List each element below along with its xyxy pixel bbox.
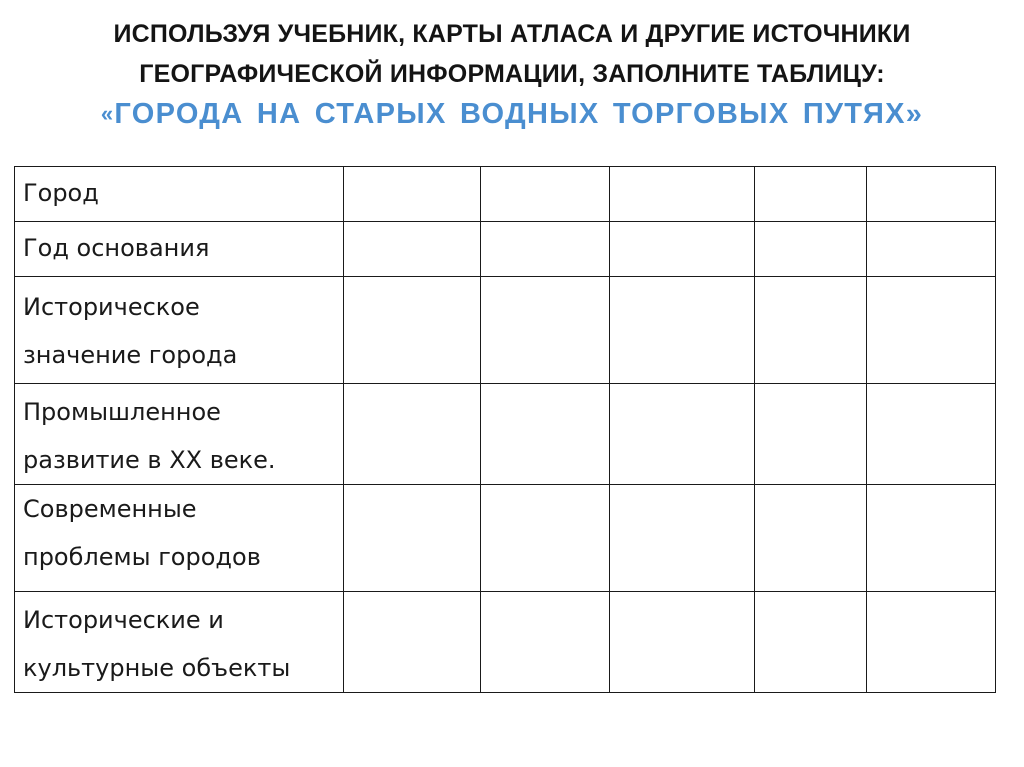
table-cell[interactable] (481, 222, 610, 277)
row-label-line: Исторические и (23, 606, 224, 634)
row-label-city (15, 167, 344, 222)
table-row-modern-problems (15, 485, 996, 592)
row-label-line: Историческое (23, 293, 200, 321)
table-cell[interactable] (344, 222, 481, 277)
table-cell[interactable] (481, 167, 610, 222)
table-cell[interactable] (610, 222, 755, 277)
table-row-cultural-sites (15, 592, 996, 693)
row-label-line: Город (23, 179, 99, 207)
instruction-line-2: ГЕОГРАФИЧЕСКОЙ ИНФОРМАЦИИ, ЗАПОЛНИТЕ ТАБЛИЦУ: (139, 60, 885, 88)
row-label-founding-year (15, 222, 344, 277)
table-cell[interactable] (610, 167, 755, 222)
table-cell[interactable] (610, 485, 755, 592)
instruction-line-1: ИСПОЛЬЗУЯ УЧЕБНИК, КАРТЫ АТЛАСА И ДРУГИЕ ИСТОЧНИКИ (113, 20, 911, 48)
table-cell[interactable] (344, 592, 481, 693)
table-cell[interactable] (481, 384, 610, 485)
table-cell[interactable] (481, 485, 610, 592)
row-label-line: Современные (23, 495, 197, 523)
table-row-founding-year (15, 222, 996, 277)
table-cell[interactable] (344, 485, 481, 592)
row-label-line: Год основания (23, 234, 210, 262)
table-cell[interactable] (867, 167, 996, 222)
table-cell[interactable] (344, 167, 481, 222)
table-cell[interactable] (867, 485, 996, 592)
table-cell[interactable] (344, 277, 481, 384)
row-label-cultural-sites (15, 592, 344, 693)
heading (0, 14, 1024, 134)
table-title-text: ГОРОДА НА СТАРЫХ ВОДНЫХ ТОРГОВЫХ ПУТЯХ» (114, 98, 924, 130)
table-cell[interactable] (867, 384, 996, 485)
row-label-line: значение города (23, 341, 238, 369)
table-cell[interactable] (755, 222, 867, 277)
row-label-historical-significance (15, 277, 344, 384)
table-cell[interactable] (755, 592, 867, 693)
table-cell[interactable] (481, 592, 610, 693)
table-cell[interactable] (610, 277, 755, 384)
table-cell[interactable] (755, 485, 867, 592)
table-cell[interactable] (867, 592, 996, 693)
table-cell[interactable] (755, 384, 867, 485)
row-label-line: развитие в XX веке. (23, 446, 276, 474)
row-label-line: Промышленное (23, 398, 221, 426)
table-row-industrial-development (15, 384, 996, 485)
cities-table (14, 166, 996, 693)
table-cell[interactable] (755, 277, 867, 384)
table-cell[interactable] (867, 222, 996, 277)
row-label-line: проблемы городов (23, 543, 261, 571)
table-cell[interactable] (344, 384, 481, 485)
table-row-city (15, 167, 996, 222)
table-cell[interactable] (755, 167, 867, 222)
table-title-open-quote: « (100, 101, 115, 126)
row-label-industrial-development (15, 384, 344, 485)
row-label-line: культурные объекты (23, 654, 291, 682)
row-label-modern-problems (15, 485, 344, 592)
table-cell[interactable] (610, 592, 755, 693)
table-cell[interactable] (867, 277, 996, 384)
table-row-historical-significance (15, 277, 996, 384)
table-title (0, 94, 1024, 134)
table-cell[interactable] (481, 277, 610, 384)
table-cell[interactable] (610, 384, 755, 485)
